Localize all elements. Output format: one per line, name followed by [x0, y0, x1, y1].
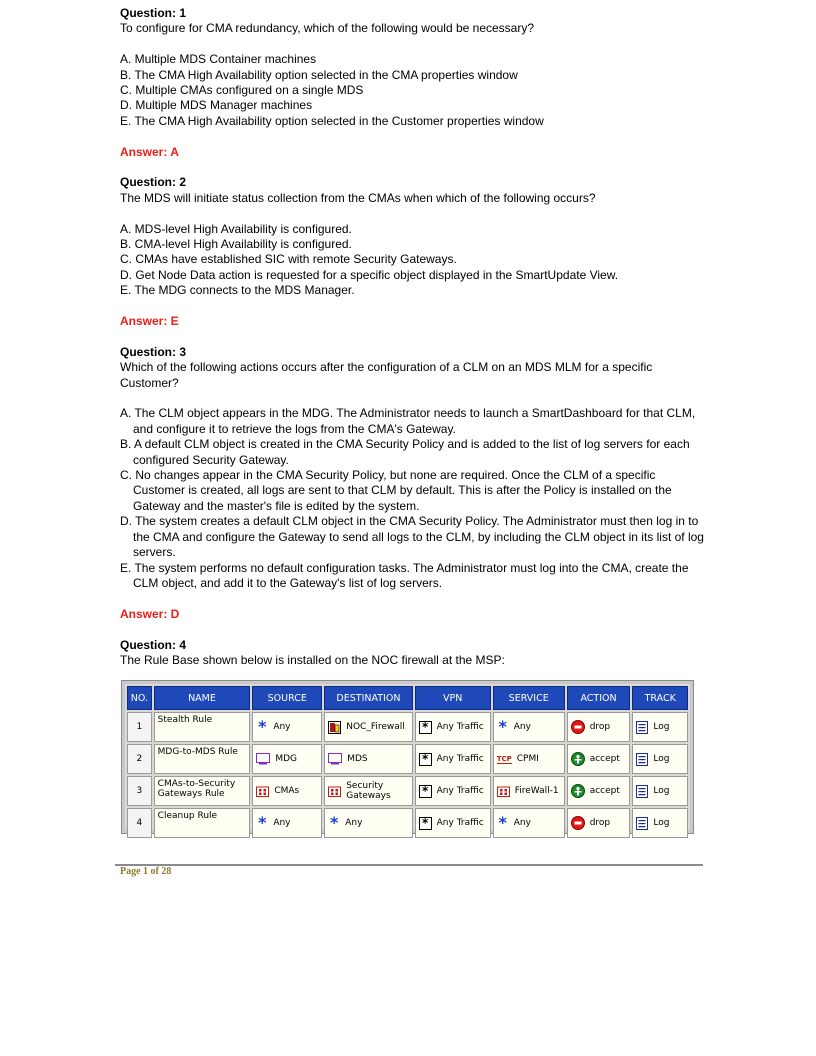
rule-destination-cell — [324, 808, 412, 838]
option: E. The CMA High Availability option selected in the Customer properties window — [120, 113, 544, 128]
any-star-icon: * — [498, 717, 507, 736]
document-body — [120, 6, 710, 668]
group-icon — [328, 785, 341, 797]
option: D. Get Node Data action is requested for a specific object displayed in the SmartUpdate View. — [120, 267, 619, 282]
rulebase-table — [125, 684, 690, 840]
header-source: SOURCE — [252, 686, 322, 710]
rule-vpn-cell — [415, 808, 491, 838]
header-vpn: VPN — [415, 686, 491, 710]
option: C. No changes appear in the CMA Security Policy, but none are required. Once the CLM of a specific Customer is created, all logs are sent to that CLM by default. This is after the Policy is installed on the Gateway and the master's file is edited by the system. — [120, 468, 672, 513]
rulebase-header-row — [127, 686, 688, 710]
option: A. MDS-level High Availability is configured. — [120, 221, 352, 236]
rule-track-text: Log — [653, 722, 670, 732]
host-icon — [256, 753, 270, 765]
drop-icon — [571, 720, 585, 734]
rule-source-text: Any — [273, 818, 291, 828]
host-icon — [328, 753, 342, 765]
rule-source-text: CMAs — [274, 786, 300, 796]
rule-name: Stealth Rule — [154, 712, 251, 742]
rule-number: 3 — [127, 776, 152, 806]
rule-row — [127, 808, 688, 838]
log-icon — [636, 785, 648, 798]
question-text: The MDS will initiate status collection from the CMAs when which of the following occurs? — [120, 190, 596, 205]
rule-source-text: MDG — [275, 754, 297, 764]
question-3 — [120, 345, 710, 638]
rule-track-cell — [632, 808, 688, 838]
question-heading: Question: 2 — [120, 175, 187, 190]
any-star-icon: * — [498, 813, 507, 832]
drop-icon — [571, 816, 585, 830]
accept-icon — [571, 784, 585, 798]
rule-service-text: Any — [513, 722, 531, 732]
rule-destination-cell — [324, 776, 412, 806]
question-2 — [120, 175, 710, 344]
rule-vpn-text: Any Traffic — [436, 754, 484, 764]
rule-vpn-text: Any Traffic — [436, 818, 484, 828]
group-icon — [256, 785, 269, 797]
rule-row — [127, 744, 688, 774]
rule-vpn-cell — [415, 744, 491, 774]
any-star-icon: * — [258, 717, 267, 736]
question-heading: Question: 4 — [120, 637, 187, 652]
any-traffic-icon: * — [419, 817, 432, 830]
option: A. Multiple MDS Container machines — [120, 52, 317, 67]
log-icon — [636, 721, 648, 734]
option: E. The system performs no default configuration tasks. The Administrator must log into the CMA, create the CLM object, and add it to the Gateway's list of log servers. — [120, 560, 689, 590]
rule-row — [127, 776, 688, 806]
rule-action-text: accept — [589, 786, 620, 796]
rule-vpn-cell — [415, 776, 491, 806]
rule-action-cell — [567, 776, 631, 806]
rule-action-text: drop — [589, 722, 611, 732]
rule-action-cell — [567, 744, 631, 774]
any-star-icon: * — [258, 813, 267, 832]
rule-source-cell — [252, 808, 322, 838]
header-track: TRACK — [632, 686, 688, 710]
option: B. CMA-level High Availability is configured. — [120, 237, 352, 252]
question-1 — [120, 6, 710, 175]
rule-track-cell — [632, 744, 688, 774]
rule-destination-cell — [324, 712, 412, 742]
rule-action-cell — [567, 712, 631, 742]
rule-vpn-text: Any Traffic — [436, 786, 484, 796]
option: B. A default CLM object is created in the CMA Security Policy and is added to the list of log servers for each configured Security Gateway. — [120, 437, 690, 467]
question-heading: Question: 3 — [120, 344, 187, 359]
rule-action-text: drop — [589, 818, 611, 828]
rule-track-cell — [632, 776, 688, 806]
question-text: To configure for CMA redundancy, which of the following would be necessary? — [120, 21, 535, 36]
rule-source-cell — [252, 744, 322, 774]
page-number: Page 1 of 28 — [120, 866, 172, 877]
question-text: The Rule Base shown below is installed on the NOC firewall at the MSP: — [120, 652, 505, 667]
any-traffic-icon: * — [419, 753, 432, 766]
rule-service-cell — [493, 712, 565, 742]
tcp-icon: TCP — [496, 754, 512, 763]
rule-source-cell — [252, 776, 322, 806]
rule-action-cell — [567, 808, 631, 838]
firewall-icon — [328, 721, 341, 734]
rule-service-text: Any — [513, 818, 531, 828]
footer-divider — [115, 864, 703, 866]
rulebase-figure — [121, 680, 694, 834]
question-text: Which of the following actions occurs after the configuration of a CLM on an MDS MLM for a specific Customer? — [120, 360, 653, 390]
answer: Answer: D — [120, 606, 180, 621]
rule-vpn-cell — [415, 712, 491, 742]
rule-destination-text: NOC_Firewall — [346, 722, 405, 732]
rule-number: 2 — [127, 744, 152, 774]
rule-track-cell — [632, 712, 688, 742]
rule-name: MDG-to-MDS Rule — [154, 744, 251, 774]
rule-row — [127, 712, 688, 742]
question-heading: Question: 1 — [120, 6, 187, 20]
rule-vpn-text: Any Traffic — [436, 722, 484, 732]
rule-service-cell — [493, 776, 565, 806]
log-icon — [636, 753, 648, 766]
group-icon — [497, 785, 510, 797]
rule-track-text: Log — [653, 818, 670, 828]
rule-number: 1 — [127, 712, 152, 742]
header-name: NAME — [154, 686, 251, 710]
header-no: NO. — [127, 686, 152, 710]
rule-destination-text: Security Gateways — [346, 781, 391, 801]
any-traffic-icon: * — [419, 785, 432, 798]
accept-icon — [571, 752, 585, 766]
rule-destination-cell — [324, 744, 412, 774]
rule-service-cell — [493, 808, 565, 838]
rule-service-text: FireWall-1 — [514, 786, 559, 796]
answer: Answer: E — [120, 314, 179, 329]
rule-number: 4 — [127, 808, 152, 838]
rule-destination-text: Any — [345, 818, 363, 828]
option: E. The MDG connects to the MDS Manager. — [120, 283, 355, 298]
option: B. The CMA High Availability option selected in the CMA properties window — [120, 67, 518, 82]
rule-service-text: CPMI — [516, 754, 539, 764]
any-star-icon: * — [330, 813, 339, 832]
header-destination: DESTINATION — [324, 686, 412, 710]
rule-action-text: accept — [589, 754, 620, 764]
option: C. CMAs have established SIC with remote Security Gateways. — [120, 252, 457, 267]
header-service: SERVICE — [493, 686, 565, 710]
rule-source-text: Any — [273, 722, 291, 732]
rule-track-text: Log — [653, 786, 670, 796]
rule-service-cell — [493, 744, 565, 774]
answer: Answer: A — [120, 144, 179, 159]
any-traffic-icon: * — [419, 721, 432, 734]
question-4 — [120, 638, 710, 669]
option: A. The CLM object appears in the MDG. The Administrator needs to launch a SmartDashboard for that CLM, and configure it to retrieve the logs from the CMA's Gateway. — [120, 406, 696, 436]
header-action: ACTION — [567, 686, 631, 710]
rule-track-text: Log — [653, 754, 670, 764]
option: D. Multiple MDS Manager machines — [120, 98, 313, 113]
option: D. The system creates a default CLM object in the CMA Security Policy. The Administrator must then log in to the CMA and configure the Gateway to send all logs to the CLM, by including the CLM object in its list of log servers. — [120, 514, 704, 560]
rule-name: Cleanup Rule — [154, 808, 251, 838]
option: C. Multiple CMAs configured on a single MDS — [120, 83, 364, 98]
log-icon — [636, 817, 648, 830]
rule-source-cell — [252, 712, 322, 742]
rule-destination-text: MDS — [347, 754, 368, 764]
rule-name: CMAs-to-Security Gateways Rule — [154, 776, 251, 806]
